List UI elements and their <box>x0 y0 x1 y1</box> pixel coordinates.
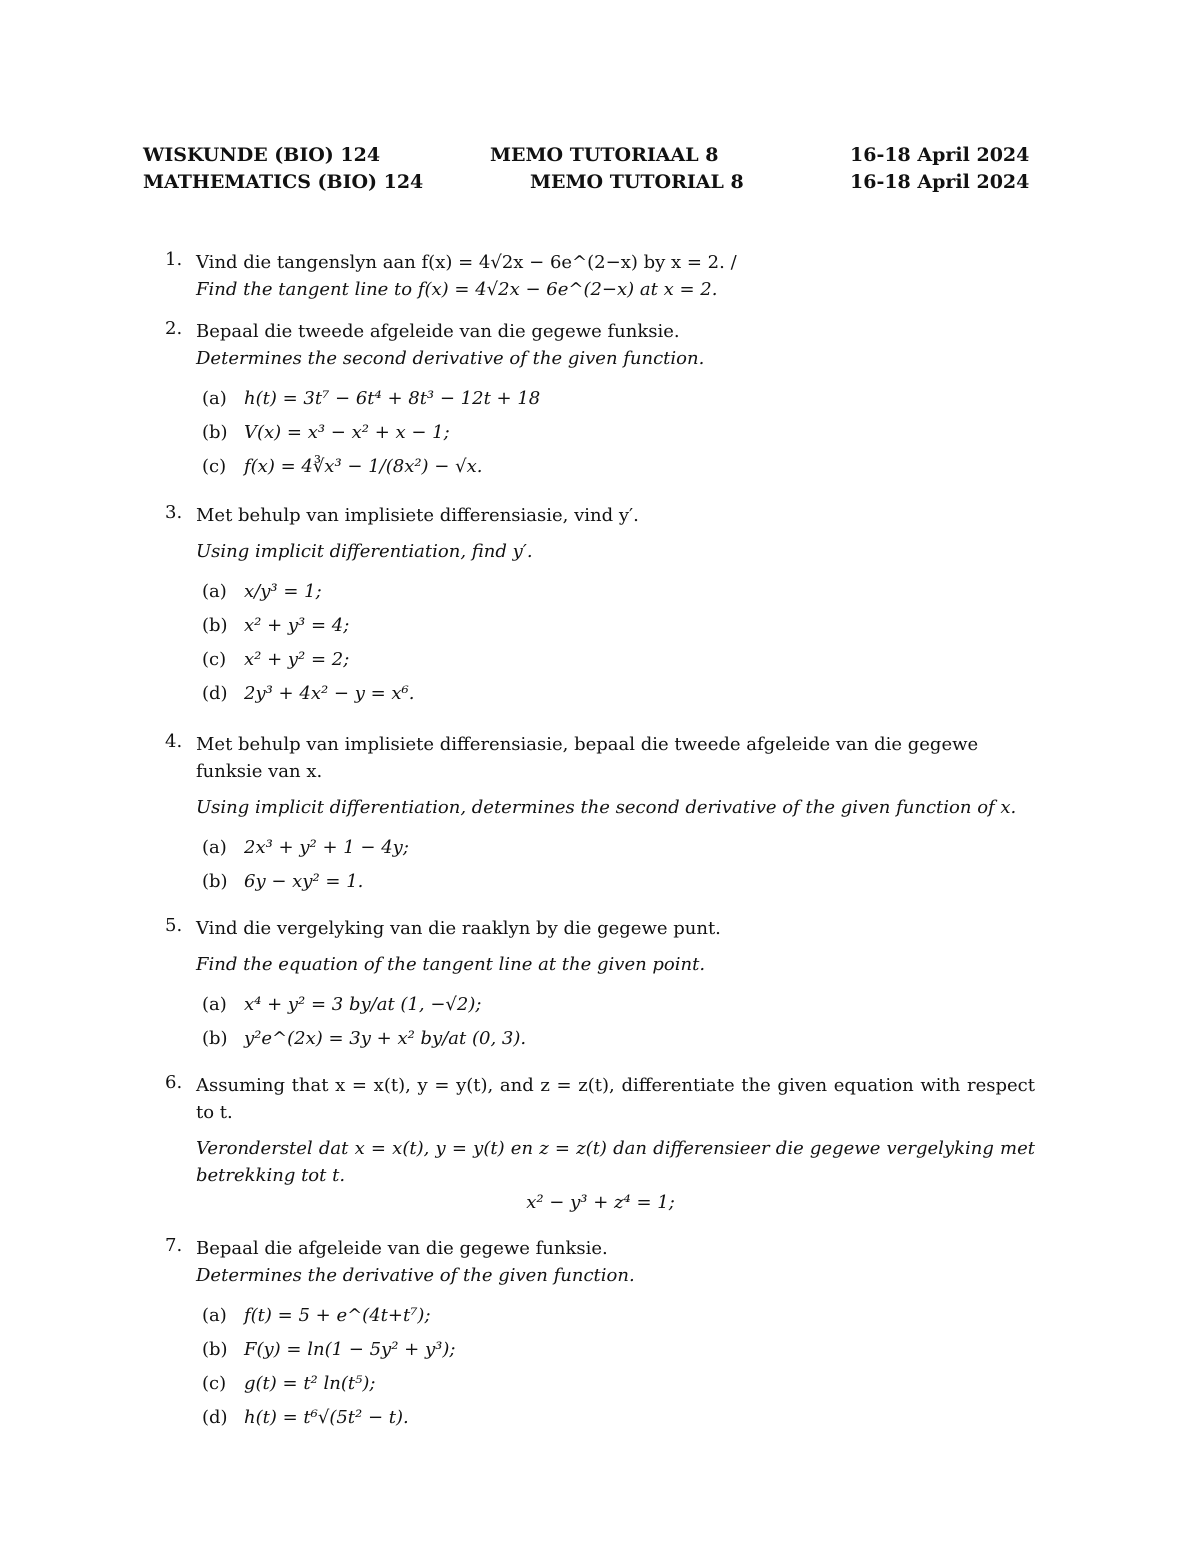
sub-question <box>202 831 1035 865</box>
question-number: 4. <box>165 731 183 752</box>
sub-question <box>202 1299 1035 1333</box>
sub-question <box>202 865 1035 899</box>
question-text-en: Determines the derivative of the given function. <box>196 1265 635 1286</box>
sub-questions <box>202 988 1035 1056</box>
sub-label: (b) <box>202 1339 228 1360</box>
sub-question <box>202 609 1035 643</box>
sub-expression: x² + y³ = 4; <box>244 615 350 636</box>
question-number: 3. <box>165 502 183 523</box>
question-number: 7. <box>165 1235 183 1256</box>
question-text-en: Using implicit differentiation, determines the second derivative of the given function of x. <box>196 797 1017 818</box>
question-text-af: Vind die vergelyking van die raaklyn by die gegewe punt. <box>196 918 721 939</box>
sub-questions <box>202 831 1035 899</box>
sub-label: (b) <box>202 422 228 443</box>
question-text-en: Determines the second derivative of the given function. <box>196 348 705 369</box>
sub-label: (a) <box>202 1305 227 1326</box>
sub-label: (c) <box>202 1373 227 1394</box>
sub-question <box>202 575 1035 609</box>
sub-expression: y²e^(2x) = 3y + x² by/at (0, 3). <box>244 1028 527 1049</box>
sub-expression: h(t) = 3t⁷ − 6t⁴ + 8t³ − 12t + 18 <box>244 388 541 409</box>
sub-label: (b) <box>202 615 228 636</box>
sub-label: (d) <box>202 1407 228 1428</box>
sub-expression: 6y − xy² = 1. <box>244 871 364 892</box>
sub-question <box>202 1367 1035 1401</box>
question-text-af: Bepaal die tweede afgeleide van die gegewe funksie. <box>196 321 680 342</box>
sub-question <box>202 450 1035 484</box>
sub-expression: 2y³ + 4x² − y = x⁶. <box>244 683 415 704</box>
sub-question <box>202 1333 1035 1367</box>
memo-title-en: MEMO TUTORIAL 8 <box>530 171 744 193</box>
date-en: 16-18 April 2024 <box>850 171 1030 193</box>
sub-question <box>202 382 1035 416</box>
sub-expression: f(t) = 5 + e^(4t+t⁷); <box>244 1305 431 1326</box>
sub-expression: V(x) = x³ − x² + x − 1; <box>244 422 450 443</box>
question-text-af: Bepaal die afgeleide van die gegewe funksie. <box>196 1238 608 1259</box>
memo-title-af: MEMO TUTORIAAL 8 <box>490 144 719 166</box>
sub-questions <box>202 1299 1035 1435</box>
sub-label: (b) <box>202 1028 228 1049</box>
question-text-en: Using implicit differentiation, find y′. <box>196 541 533 562</box>
question-number: 1. <box>165 249 183 270</box>
sub-label: (b) <box>202 871 228 892</box>
sub-label: (a) <box>202 994 227 1015</box>
sub-label: (c) <box>202 649 227 670</box>
sub-label: (c) <box>202 456 227 477</box>
sub-expression: h(t) = t⁶√(5t² − t). <box>244 1407 409 1428</box>
sub-question <box>202 677 1035 711</box>
sub-question <box>202 1022 1035 1056</box>
course-title-en: MATHEMATICS (BIO) 124 <box>143 171 424 193</box>
question-text-en: Assuming that x = x(t), y = y(t), and z = z(t), differentiate the given equation with respect to t. <box>196 1075 1035 1123</box>
question-text-en: Find the equation of the tangent line at the given point. <box>196 954 706 975</box>
sub-label: (a) <box>202 388 227 409</box>
question-text-af: Met behulp van implisiete differensiasie, bepaal die tweede afgeleide van die gegewe funksie van x. <box>196 734 979 782</box>
sub-label: (d) <box>202 683 228 704</box>
sub-questions <box>202 575 1035 711</box>
question-number: 6. <box>165 1072 183 1093</box>
question-text-af: Met behulp van implisiete differensiasie, vind y′. <box>196 505 639 526</box>
course-title-af: WISKUNDE (BIO) 124 <box>143 144 381 166</box>
sub-label: (a) <box>202 837 227 858</box>
sub-question <box>202 1401 1035 1435</box>
sub-label: (a) <box>202 581 227 602</box>
sub-expression: 2x³ + y² + 1 − 4y; <box>244 837 409 858</box>
sub-question <box>202 643 1035 677</box>
date-af: 16-18 April 2024 <box>850 144 1030 166</box>
sub-expression: x² + y² = 2; <box>244 649 350 670</box>
question-number: 5. <box>165 915 183 936</box>
sub-expression: x/y³ = 1; <box>244 581 322 602</box>
question-equation: x² − y³ + z⁴ = 1; <box>526 1192 675 1213</box>
question-text-en: Find the tangent line to f(x) = 4√2x − 6e^(2−x) at x = 2. <box>196 279 718 300</box>
sub-expression: f(x) = 4∛x³ − 1/(8x²) − √x. <box>244 456 483 477</box>
sub-question <box>202 416 1035 450</box>
sub-expression: g(t) = t² ln(t⁵); <box>244 1373 376 1394</box>
question-text-af: Vind die tangenslyn aan f(x) = 4√2x − 6e^(2−x) by x = 2. / <box>196 252 737 273</box>
sub-expression: F(y) = ln(1 − 5y² + y³); <box>244 1339 456 1360</box>
sub-questions <box>202 382 1035 484</box>
question-number: 2. <box>165 318 183 339</box>
sub-question <box>202 988 1035 1022</box>
question-text-af: Veronderstel dat x = x(t), y = y(t) en z = z(t) dan differensieer die gegewe vergelyking met betrekking tot t. <box>196 1138 1035 1186</box>
sub-expression: x⁴ + y² = 3 by/at (1, −√2); <box>244 994 482 1015</box>
